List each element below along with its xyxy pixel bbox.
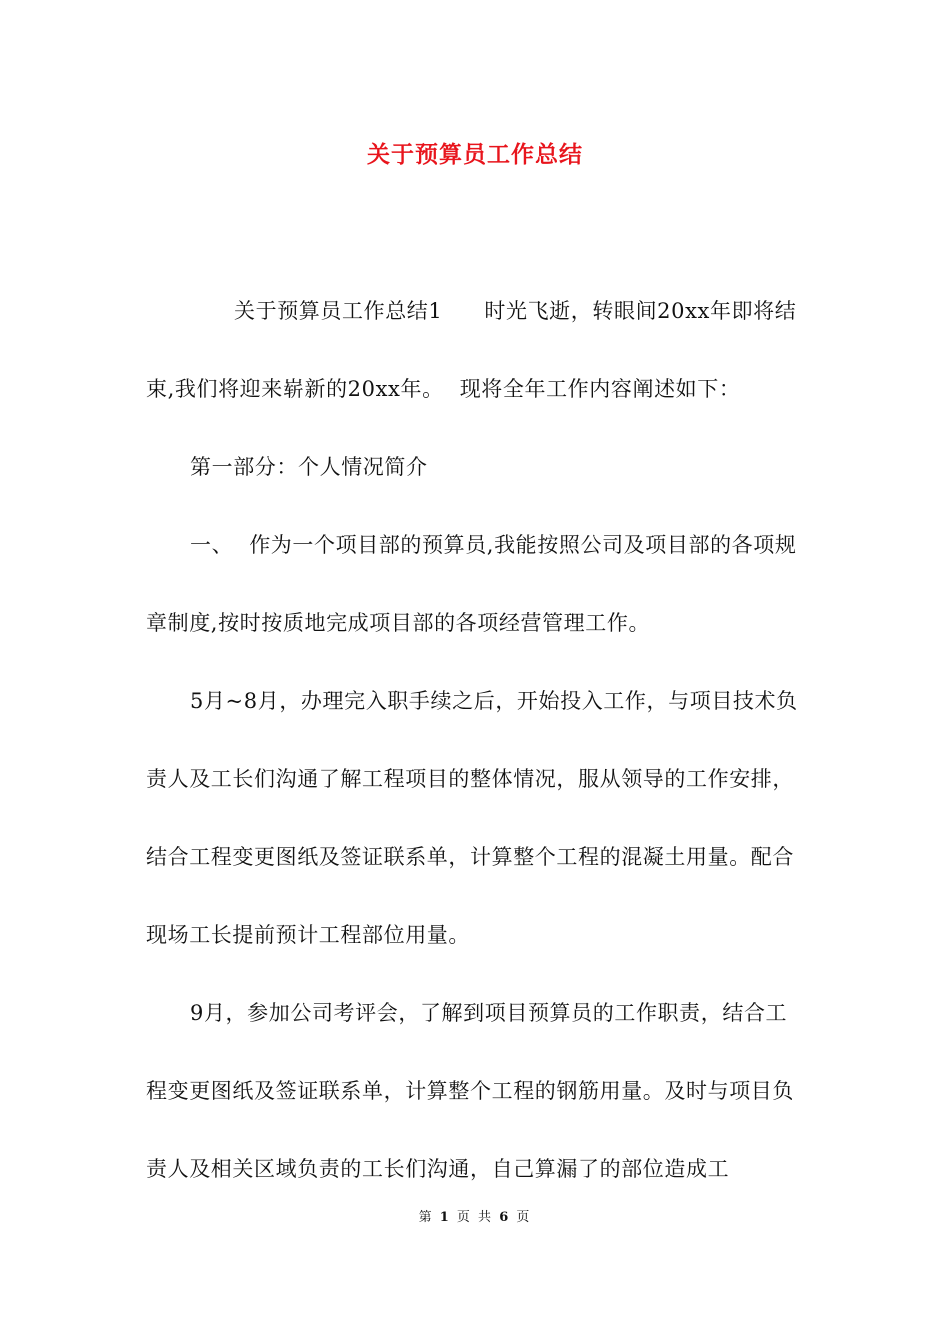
footer-total-pages: 6 xyxy=(499,1210,511,1225)
footer-suffix: 页 xyxy=(516,1210,532,1225)
intro-summary: 现将全年工作内容阐述如下： xyxy=(459,377,741,401)
intro-heading: 关于预算员工作总结1 xyxy=(234,299,443,323)
intro-sentence: 时光飞逝，转眼间20xx年即将结束,我们将迎来崭新的20xx年。 xyxy=(146,299,797,401)
footer-middle: 页 共 xyxy=(456,1210,494,1225)
section-heading: 第一部分：个人情况简介 xyxy=(190,455,428,479)
paragraph-september: 9月，参加公司考评会，了解到项目预算员的工作职责，结合工程变更图纸及签证联系单，计算整个工程的钢筋用量。及时与项目负责人及相关区域负责的工长们沟通，自己算漏了的部位造成工 xyxy=(146,1001,794,1181)
footer-page-number: 1 xyxy=(439,1210,451,1225)
footer-prefix: 第 xyxy=(418,1210,434,1225)
item-one-text: 作为一个项目部的预算员,我能按照公司及项目部的各项规章制度,按时按质地完成项目部的各项经营管理工作。 xyxy=(146,533,797,635)
paragraph-may-august: 5月~8月，办理完入职手续之后，开始投入工作，与项目技术负责人及工长们沟通了解工程项目的整体情况，服从领导的工作安排，结合工程变更图纸及签证联系单，计算整个工程的混凝土用量。配合现场工长提前预计工程部位用量。 xyxy=(146,689,798,947)
page-footer xyxy=(0,1208,950,1228)
document-body xyxy=(146,272,808,1208)
item-one-paragraph xyxy=(146,506,808,662)
item-one-marker: 一、 xyxy=(190,533,234,557)
intro-paragraph xyxy=(146,272,808,428)
document-title: 关于预算员工作总结 xyxy=(367,142,583,168)
